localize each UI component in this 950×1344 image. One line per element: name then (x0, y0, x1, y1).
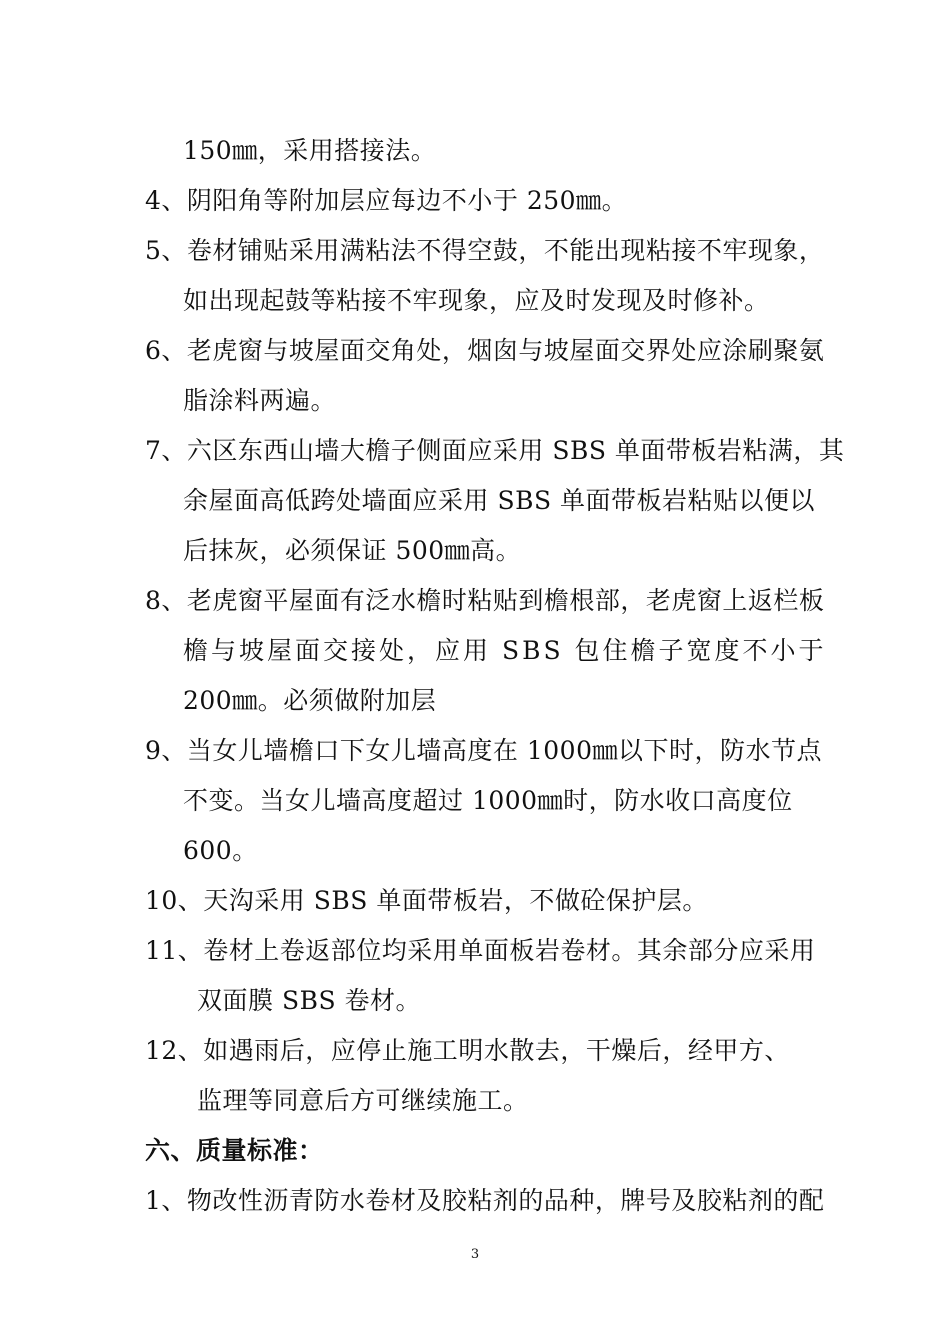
list-item-6-cont: 脂涂料两遍。 (183, 386, 337, 415)
list-item-7-cont: 后抹灰，必须保证 500㎜高。 (183, 536, 522, 565)
page-number: 3 (470, 1247, 480, 1262)
list-item-11: 11、卷材上卷返部位均采用单面板岩卷材。其余部分应采用 (145, 936, 816, 965)
list-item-8-cont: 200㎜。必须做附加层 (183, 686, 437, 715)
list-item-9: 9、当女儿墙檐口下女儿墙高度在 1000㎜以下时，防水节点 (145, 736, 822, 765)
list-item-10: 10、天沟采用 SBS 单面带板岩，不做砼保护层。 (145, 886, 708, 915)
list-item-12-cont: 监理等同意后方可继续施工。 (197, 1086, 529, 1115)
list-item-7-cont: 余屋面高低跨处墙面应采用 SBS 单面带板岩粘贴以便以 (183, 486, 816, 515)
list-item-8: 8、老虎窗平屋面有泛水檐时粘贴到檐根部，老虎窗上返栏板 (145, 586, 825, 615)
paragraph-line: 150㎜，采用搭接法。 (183, 136, 437, 165)
list-item-5-cont: 如出现起鼓等粘接不牢现象，应及时发现及时修补。 (183, 286, 770, 315)
section-heading: 六、质量标准： (145, 1136, 324, 1165)
list-item-11-cont: 双面膜 SBS 卷材。 (197, 986, 422, 1015)
list-item-4: 4、阴阳角等附加层应每边不小于 250㎜。 (145, 186, 628, 215)
list-item-6: 6、老虎窗与坡屋面交角处，烟囱与坡屋面交界处应涂刷聚氨 (145, 336, 825, 365)
list-item-9-cont: 600。 (183, 836, 258, 865)
list-item-7: 7、六区东西山墙大檐子侧面应采用 SBS 单面带板岩粘满，其 (145, 436, 845, 465)
list-item-9-cont: 不变。当女儿墙高度超过 1000㎜时，防水收口高度位 (183, 786, 793, 815)
quality-item-1: 1、物改性沥青防水卷材及胶粘剂的品种，牌号及胶粘剂的配 (145, 1186, 825, 1215)
list-item-8-cont: 檐与坡屋面交接处，应用 SBS 包住檐子宽度不小于 (183, 636, 827, 665)
list-item-12: 12、如遇雨后，应停止施工明水散去，干燥后，经甲方、 (145, 1036, 790, 1065)
list-item-5: 5、卷材铺贴采用满粘法不得空鼓，不能出现粘接不牢现象， (145, 236, 825, 265)
